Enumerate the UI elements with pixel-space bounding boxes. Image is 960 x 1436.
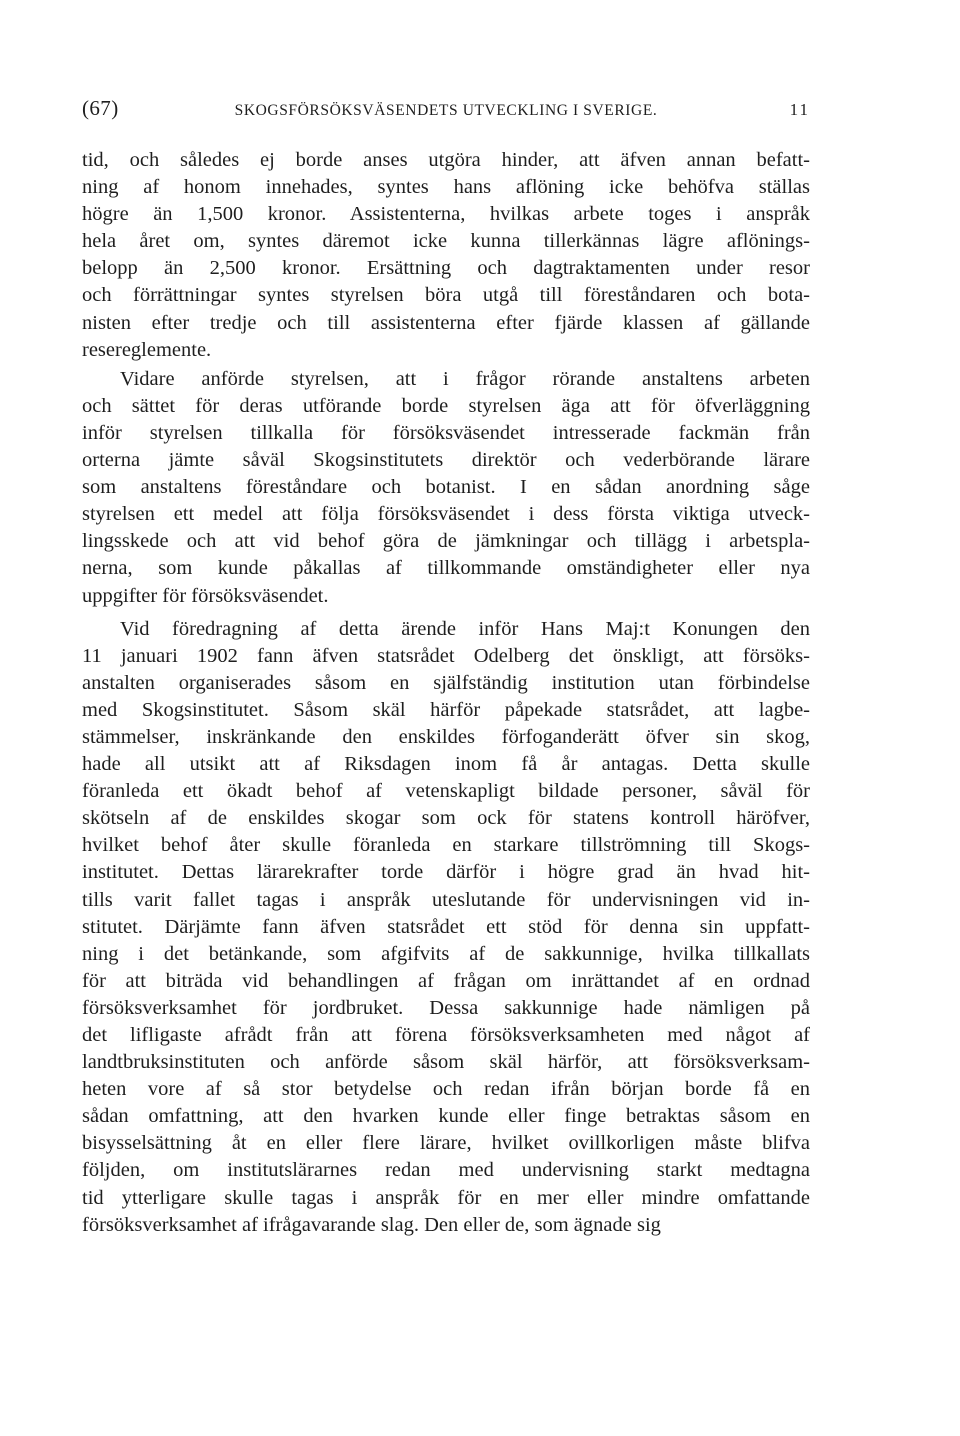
text-line: skötseln af de enskildes skogar som ock för statens kontroll häröfver, xyxy=(82,807,810,830)
text-line: nerna, som kunde påkallas af tillkommande omständigheter eller nya xyxy=(82,557,810,580)
text-line: landtbruksinstituten och anförde såsom skäl härför, att försöksverksam- xyxy=(82,1051,810,1074)
text-line: följden, om institutslärarnes redan med undervisning starkt medtagna xyxy=(82,1159,810,1182)
text-line: ning i det betänkande, som afgifvits af de sakkunnige, hvilka tillkallats xyxy=(82,942,810,965)
running-title: SKOGSFÖRSÖKSVÄSENDETS UTVECKLING I SVERIGE. xyxy=(234,102,658,119)
text-line: Vid föredragning af detta ärende inför Hans Maj:t Konungen den xyxy=(120,617,810,640)
text-line: resereglemente. xyxy=(82,338,212,361)
text-line: styrelsen ett medel att följa försöksväsendet i dess första viktiga utveck- xyxy=(82,503,810,526)
paragraph-2 xyxy=(82,366,810,610)
page-number: 11 xyxy=(789,100,810,119)
text-line: anstalten organiserades såsom en själfständig institution utan förbindelse xyxy=(82,671,810,694)
text-line: försöksverksamhet för jordbruket. Dessa sakkunnige hade nämligen på xyxy=(82,996,810,1019)
text-line: och sättet för deras utförande borde styrelsen äga att för öfverläggning xyxy=(82,394,810,417)
text-line: nisten efter tredje och till assistenterna efter fjärde klassen af gällande xyxy=(82,311,810,334)
book-page xyxy=(82,96,810,1239)
text-line: institutet. Dettas lärarekrafter torde därför i högre grad än hvad hit- xyxy=(82,861,810,884)
text-line: tid, och således ej borde anses utgöra hinder, att äfven annan befatt- xyxy=(82,149,810,171)
text-line: försöksverksamhet af ifrågavarande slag. Den eller de, som ägnade sig xyxy=(82,1213,661,1236)
paragraph-3 xyxy=(82,616,810,1239)
text-line: hvilket behof åter skulle föranleda en starkare tillströmning till Skogs- xyxy=(82,834,810,857)
text-line: inför styrelsen tillkalla för försöksväsendet intresserade fackmän från xyxy=(82,421,810,444)
text-line: och förrättningar syntes styrelsen böra utgå till föreståndaren och bota- xyxy=(82,284,810,307)
text-line: sådan omfattning, att den hvarken kunde eller finge betraktas såsom en xyxy=(82,1105,810,1128)
text-line: det lifligaste afrådt från att förena försöksverksamheten med något af xyxy=(82,1024,810,1046)
text-line: stämmelser, inskränkande den enskildes förfoganderätt öfver sin skog, xyxy=(82,725,810,748)
paragraph-1 xyxy=(82,147,810,364)
running-header xyxy=(82,96,810,126)
text-line: ning af honom innehades, syntes hans aflöning icke behöfva ställas xyxy=(82,176,810,199)
body-text xyxy=(82,147,810,1239)
text-line: hela året om, syntes däremot icke kunna tillerkännas lägre aflönings- xyxy=(82,230,810,253)
text-line: som anstaltens föreståndare och botanist. I en sådan anordning såge xyxy=(82,476,810,499)
text-line: lingsskede och att vid behof göra de jämkningar och tillägg i arbetspla- xyxy=(82,530,810,553)
text-line: uppgifter för försöksväsendet. xyxy=(82,584,329,607)
text-line: tid ytterligare skulle tagas i anspråk för en mer eller mindre omfattande xyxy=(82,1186,810,1209)
text-line: stitutet. Därjämte fann äfven statsrådet ett stöd för denna sin uppfatt- xyxy=(82,915,810,938)
page-marker: (67) xyxy=(82,96,119,120)
text-line: tills varit fallet tagas i anspråk uteslutande för undervisningen vid in- xyxy=(82,888,810,911)
text-line: belopp än 2,500 kronor. Ersättning och dagtraktamenten under resor xyxy=(82,257,810,280)
text-line: hade all utsikt att af Riksdagen inom få år antagas. Detta skulle xyxy=(82,753,810,776)
text-line: 11 januari 1902 fann äfven statsrådet Odelberg det önskligt, att försöks- xyxy=(82,644,810,667)
text-line: högre än 1,500 kronor. Assistenterna, hvilkas arbete toges i anspråk xyxy=(82,203,810,226)
text-line: orterna jämte såväl Skogsinstitutets direktör och vederbörande lärare xyxy=(82,449,810,472)
text-line: bisysselsättning åt en eller flere lärare, hvilket ovillkorligen måste blifva xyxy=(82,1132,810,1155)
text-line: Vidare anförde styrelsen, att i frågor rörande anstaltens arbeten xyxy=(120,367,810,390)
text-line: heten vore af så stor betydelse och redan ifrån början borde få en xyxy=(82,1078,810,1101)
text-line: med Skogsinstitutet. Såsom skäl härför påpekade statsrådet, att lagbe- xyxy=(82,698,810,721)
text-line: för att biträda vid behandlingen af frågan om inrättandet af en ordnad xyxy=(82,969,810,992)
text-line: föranleda ett ökadt behof af vetenskapligt bildade personer, såväl för xyxy=(82,780,810,803)
